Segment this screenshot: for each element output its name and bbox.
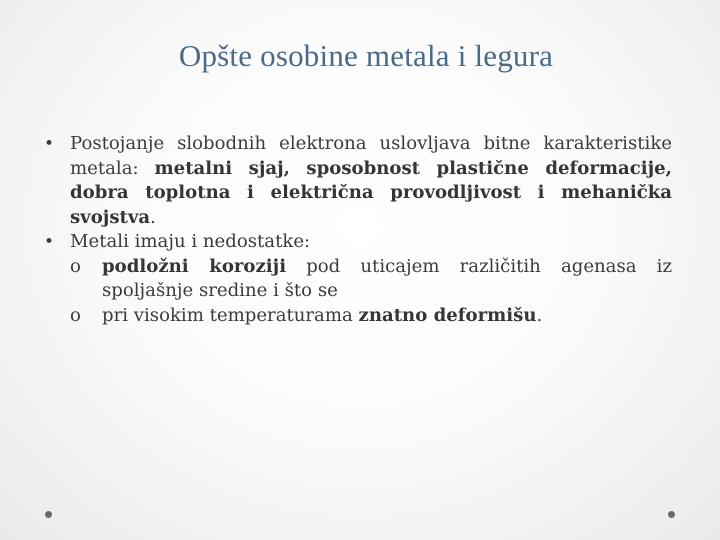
slide-title: Opšte osobine metala i legura	[178, 38, 554, 73]
sub-bullet-bold-text: podložni koroziji	[102, 255, 287, 277]
slide-content	[44, 132, 672, 328]
sub-bullet-item	[44, 304, 672, 329]
sub-bullet-bold-text: znatno deformišu	[358, 304, 537, 326]
sub-bullet-text: pod uticajem različitih agenasa iz spoljašnje sredine i što se	[102, 255, 672, 301]
sub-bullet-item	[44, 255, 672, 304]
bullet-text-end: .	[150, 206, 156, 228]
bullet-bold-text: metalni sjaj, sposobnost plastične deformacije, dobra toplotna i električna provodljivost i mehanička svojstva	[70, 157, 672, 228]
sub-bullet-marker: o	[70, 255, 81, 277]
bullet-item	[44, 132, 672, 230]
bullet-text: Metali imaju i nedostatke:	[70, 231, 311, 252]
bullet-item	[44, 230, 672, 255]
sub-bullet-marker: o	[70, 304, 81, 326]
decorative-dot-right	[668, 511, 675, 518]
decorative-dot-left	[45, 511, 52, 518]
sub-bullet-text: pri visokim temperaturama	[102, 304, 359, 326]
bullet-marker: •	[44, 134, 55, 154]
bullet-marker: •	[44, 232, 55, 252]
sub-bullet-text-end: .	[536, 304, 543, 326]
bullet-text: Postojanje slobodnih elektrona uslovljava bitne karakteristike metala:	[70, 133, 672, 179]
